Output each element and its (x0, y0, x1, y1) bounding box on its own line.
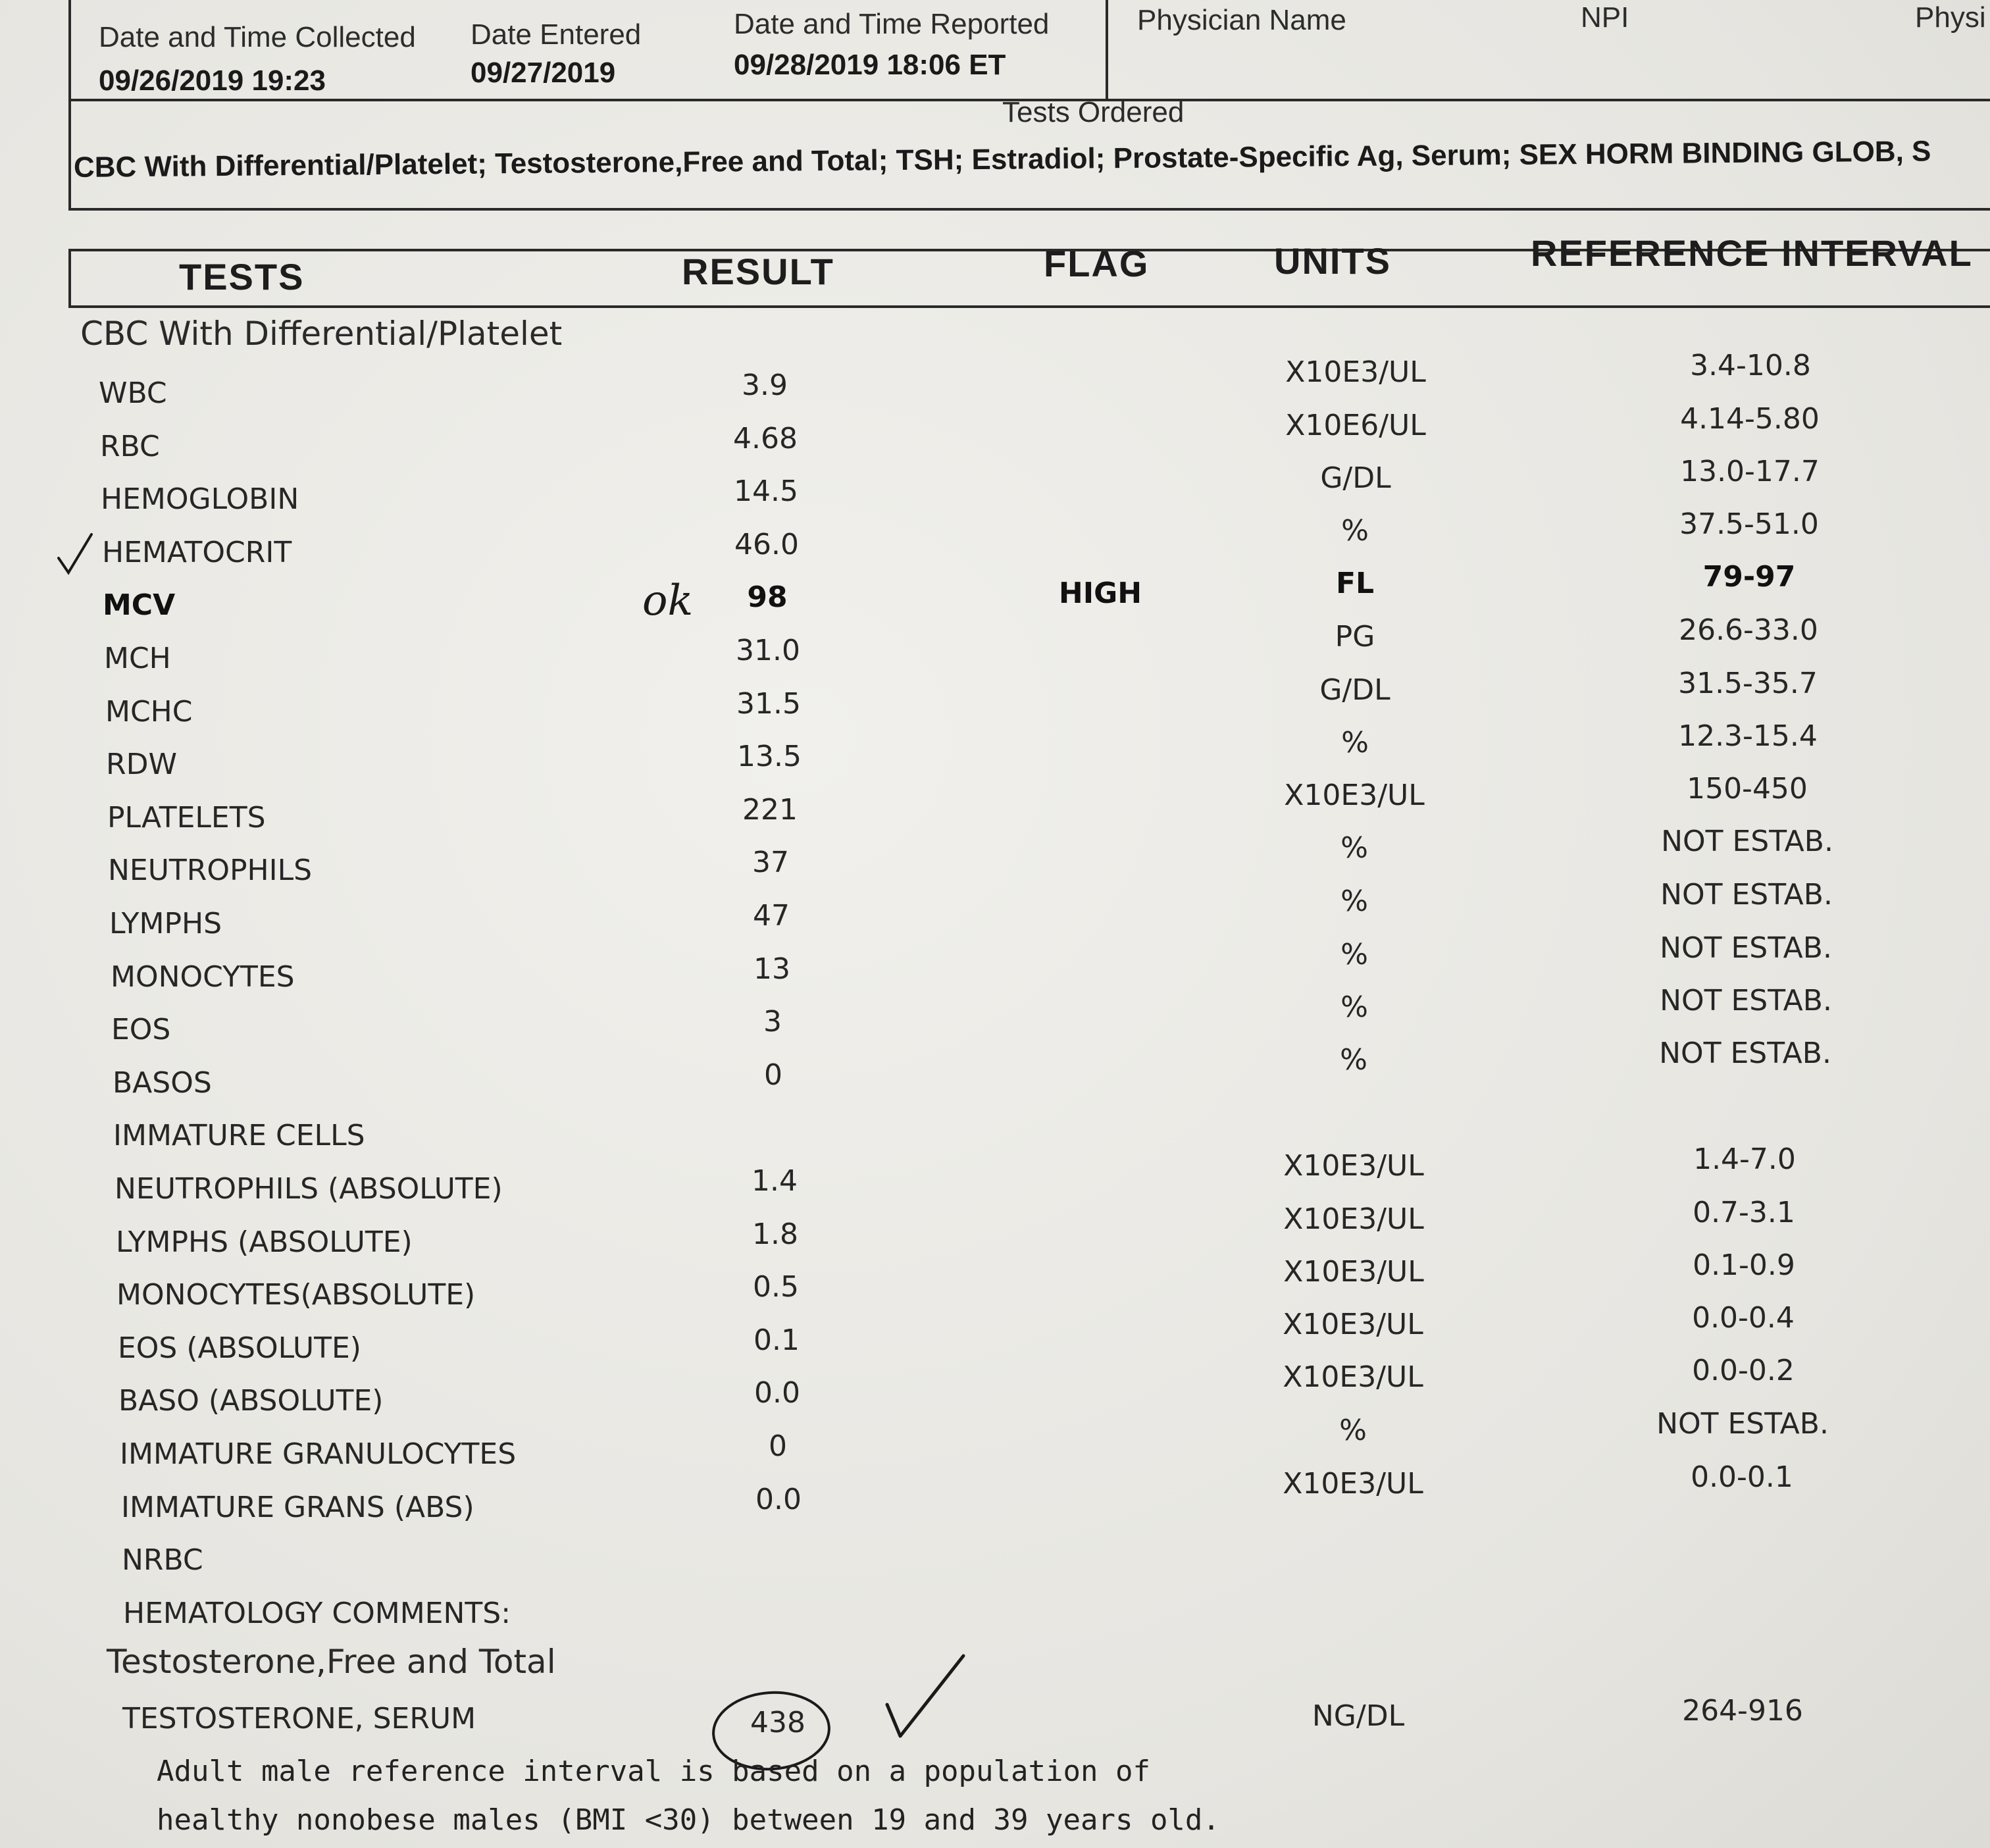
test-units: % (1341, 514, 1369, 548)
test-result: 0 (769, 1429, 787, 1463)
test-reference: 3.4-10.8 (1690, 349, 1811, 382)
col-result: RESULT (682, 251, 834, 292)
test-result: 3 (763, 1005, 782, 1039)
test-units: X10E3/UL (1285, 355, 1426, 389)
section-cbc: CBC With Differential/Platelet (80, 315, 563, 353)
test-units: X10E3/UL (1283, 1467, 1423, 1501)
test-name: BASO (ABSOLUTE) (118, 1384, 384, 1418)
test-name: LYMPHS (109, 907, 222, 940)
test-reference: NOT ESTAB. (1660, 931, 1832, 965)
test-reference: 12.3-15.4 (1678, 719, 1818, 753)
test-name: HEMATOLOGY COMMENTS: (123, 1597, 511, 1630)
test-name: MONOCYTES (111, 960, 295, 994)
tests-ordered-text: CBC With Differential/Platelet; Testosterone,Free and Total; TSH; Estradiol; Prostate-Specific Ag, Serum; SEX HORM BINDING GLOB, S (73, 135, 1931, 184)
physi-label: Physi (1915, 1, 1986, 34)
test-name: IMMATURE GRANS (ABS) (121, 1491, 474, 1524)
entered-label: Date Entered (471, 18, 642, 51)
test-result: 47 (753, 899, 790, 933)
testosterone-name: TESTOSTERONE, SERUM (122, 1702, 476, 1735)
test-reference: NOT ESTAB. (1656, 1407, 1829, 1441)
test-reference: NOT ESTAB. (1660, 984, 1832, 1017)
test-name: MONOCYTES(ABSOLUTE) (116, 1278, 476, 1312)
test-name: PLATELETS (107, 801, 266, 834)
reported-value: 09/28/2019 18:06 ET (734, 49, 1006, 81)
test-name: HEMOGLOBIN (101, 482, 299, 516)
test-reference: 31.5-35.7 (1678, 667, 1818, 700)
test-units: X10E3/UL (1284, 779, 1425, 812)
test-units: X10E3/UL (1283, 1308, 1423, 1341)
test-units: X10E6/UL (1285, 409, 1426, 442)
test-name: BASOS (113, 1066, 212, 1100)
test-name: NEUTROPHILS (ABSOLUTE) (115, 1172, 503, 1206)
test-result: 46.0 (734, 528, 799, 561)
test-reference: NOT ESTAB. (1659, 1037, 1831, 1070)
testosterone-reference: 264-916 (1682, 1694, 1803, 1728)
col-flag: FLAG (1044, 243, 1150, 284)
test-result: 31.5 (736, 687, 801, 721)
test-units: % (1339, 1414, 1367, 1447)
test-result: 13.5 (737, 740, 802, 773)
test-result: 221 (742, 793, 798, 827)
test-name: EOS (111, 1013, 171, 1046)
test-reference: 13.0-17.7 (1680, 455, 1820, 488)
test-reference: 4.14-5.80 (1680, 402, 1820, 436)
npi-label: NPI (1581, 1, 1629, 34)
test-result: 98 (747, 580, 788, 614)
test-name: HEMATOCRIT (102, 536, 292, 569)
test-name: RBC (100, 430, 160, 463)
test-result: 0.0 (754, 1376, 800, 1410)
test-units: G/DL (1320, 461, 1391, 495)
test-reference: 37.5-51.0 (1679, 507, 1819, 541)
test-units: % (1340, 990, 1368, 1024)
large-checkmark-icon (882, 1652, 967, 1744)
header-vertical-divider (1106, 0, 1108, 99)
collected-value: 09/26/2019 19:23 (99, 64, 326, 97)
test-result: 0.0 (755, 1483, 802, 1516)
test-units: G/DL (1319, 673, 1390, 707)
test-result: 4.68 (733, 422, 798, 455)
test-result: 1.8 (752, 1218, 798, 1251)
collected-label: Date and Time Collected (99, 21, 416, 53)
checkmark-icon (55, 532, 95, 578)
test-reference: 26.6-33.0 (1679, 613, 1818, 647)
test-units: FL (1335, 567, 1375, 600)
col-units: UNITS (1274, 240, 1391, 282)
testosterone-result: 438 (750, 1706, 805, 1739)
testosterone-units: NG/DL (1312, 1699, 1405, 1733)
test-name: NRBC (122, 1543, 203, 1577)
test-result: 1.4 (752, 1164, 798, 1198)
test-units: % (1340, 885, 1368, 918)
test-result: 0 (764, 1058, 782, 1092)
test-name: LYMPHS (ABSOLUTE) (116, 1225, 413, 1259)
test-units: X10E3/UL (1283, 1360, 1423, 1394)
test-name: MCH (104, 642, 171, 675)
test-units: % (1341, 726, 1369, 759)
test-name: EOS (ABSOLUTE) (118, 1331, 361, 1365)
test-name: NEUTROPHILS (108, 854, 313, 887)
test-result: 14.5 (734, 475, 798, 508)
test-reference: 0.0-0.2 (1692, 1354, 1795, 1387)
test-reference: 0.7-3.1 (1693, 1196, 1795, 1229)
test-reference: 1.4-7.0 (1693, 1142, 1796, 1176)
test-units: % (1340, 938, 1368, 971)
test-units: X10E3/UL (1283, 1255, 1424, 1289)
test-units: X10E3/UL (1283, 1202, 1424, 1236)
test-result: 31.0 (736, 634, 800, 667)
test-name: IMMATURE GRANULOCYTES (120, 1437, 517, 1471)
test-units: % (1340, 1043, 1367, 1077)
test-reference: 0.1-0.9 (1693, 1248, 1795, 1282)
test-reference: NOT ESTAB. (1661, 825, 1833, 858)
test-reference: 79-97 (1702, 560, 1796, 594)
test-name: MCHC (105, 695, 193, 729)
test-reference: 0.0-0.4 (1692, 1301, 1795, 1335)
test-reference: NOT ESTAB. (1660, 878, 1833, 911)
test-result: 13 (753, 952, 790, 986)
physician-name-label: Physician Name (1137, 4, 1346, 36)
test-reference: 0.0-0.1 (1691, 1460, 1793, 1494)
reference-note-line2: healthy nonobese males (BMI <30) between 19 and 39 years old. (157, 1803, 1220, 1837)
ok-handwritten-mark: ok (642, 577, 694, 625)
test-name: IMMATURE CELLS (113, 1119, 365, 1152)
test-reference: 150-450 (1687, 772, 1808, 806)
test-result: 37 (752, 846, 789, 879)
test-result: 0.5 (753, 1270, 799, 1304)
test-name: MCV (103, 588, 176, 622)
test-flag: HIGH (1058, 577, 1142, 610)
test-units: PG (1335, 620, 1375, 654)
tests-ordered-label: Tests Ordered (1002, 96, 1185, 128)
test-result: 0.1 (753, 1323, 800, 1357)
entered-value: 09/27/2019 (471, 57, 616, 89)
reference-note-line1: Adult male reference interval is based on a population of (157, 1755, 1150, 1788)
col-reference: REFERENCE INTERVAL (1531, 232, 1973, 274)
test-units: X10E3/UL (1283, 1149, 1424, 1183)
test-units: % (1340, 831, 1368, 865)
section-testosterone: Testosterone,Free and Total (107, 1643, 556, 1681)
test-name: RDW (106, 748, 177, 781)
test-result: 3.9 (742, 369, 788, 402)
test-name: WBC (99, 376, 167, 410)
reported-label: Date and Time Reported (734, 8, 1050, 40)
col-tests: TESTS (179, 256, 305, 297)
